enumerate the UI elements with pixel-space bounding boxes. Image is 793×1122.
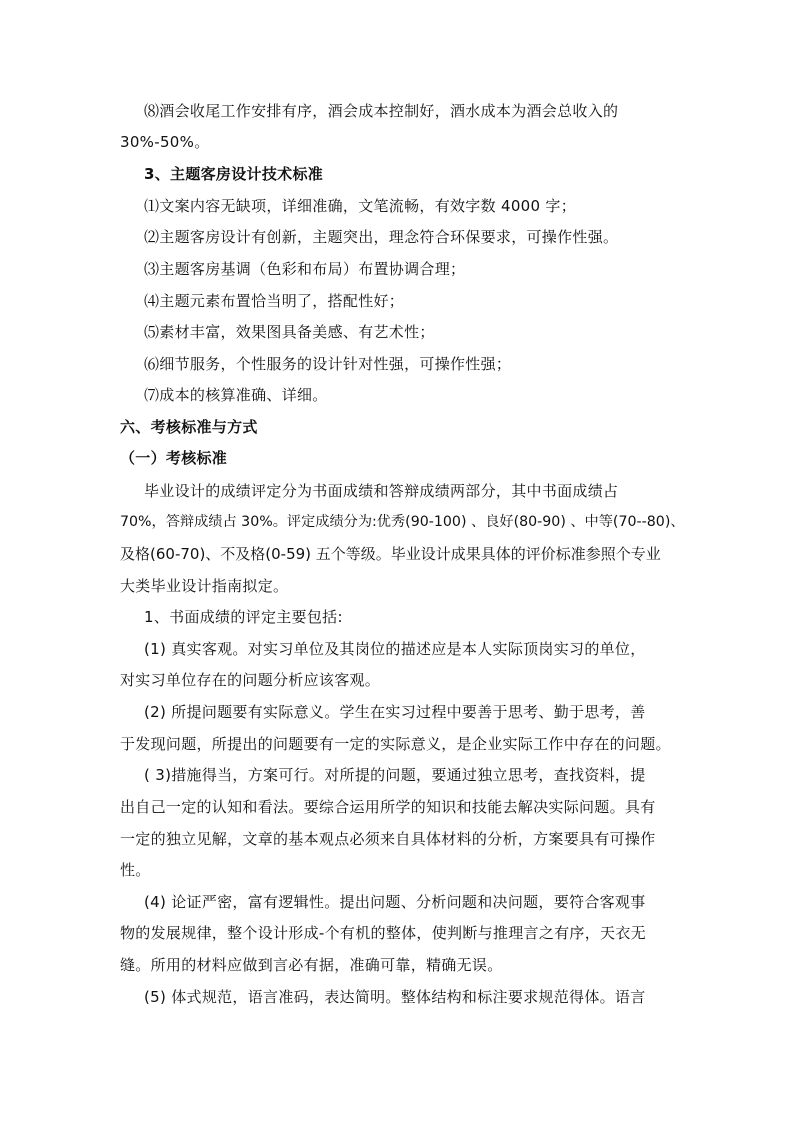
paragraph-line: ⑻酒会收尾工作安排有序，酒会成本控制好，酒水成本为酒会总收入的: [144, 102, 619, 120]
paragraph-line: 30%-50%。: [120, 133, 210, 151]
paragraph-line: 一定的独立见解，文章的基本观点必须来自具体材料的分析，方案要具有可操作: [120, 830, 656, 848]
paragraph-line: 缝。所用的材料应做到言必有据，准确可靠，精确无误。: [120, 956, 503, 974]
subsection-heading: （一）考核标准: [120, 449, 228, 467]
paragraph-line: 出自己一定的认知和看法。要综合运用所学的知识和技能去解决实际问题。具有: [120, 798, 656, 816]
section-heading: 3、主题客房设计技术标准: [144, 165, 324, 183]
paragraph-line: 对实习单位存在的问题分析应该客观。: [120, 671, 381, 689]
paragraph-line: 及格(60-70)、不及格(0-59) 五个等级。毕业设计成果具体的评价标准参照个专业: [120, 545, 661, 563]
paragraph-line: 1、书面成绩的评定主要包括:: [144, 608, 343, 626]
list-item: ⑴文案内容无缺项，详细准确，文笔流畅，有效字数 4000 字；: [144, 197, 577, 215]
paragraph-line: (5) 体式规范，语言准码，表达简明。整体结构和标注要求规范得体。语言: [144, 988, 646, 1006]
list-item: ⑸素材丰富，效果图具备美感、有艺术性；: [144, 323, 435, 341]
paragraph-line: 毕业设计的成绩评定分为书面成绩和答辩成绩两部分，其中书面成绩占: [144, 482, 619, 500]
paragraph-line: 大类毕业设计指南拟定。: [120, 577, 289, 595]
paragraph-line: 于发现问题，所提出的问题要有一定的实际意义，是企业实际工作中存在的问题。: [120, 735, 671, 753]
paragraph-line: (2) 所提问题要有实际意义。学生在实习过程中要善于思考、勤于思考，善: [144, 703, 646, 721]
paragraph-line: 70%，答辩成绩占 30%。评定成绩分为:优秀(90-100) 、良好(80-90) 、中等(70--80)、: [120, 514, 685, 530]
paragraph-line: 性。: [120, 861, 151, 879]
paragraph-line: (4) 论证严密，富有逻辑性。提出问题、分析问题和决问题，要符合客观事: [144, 893, 646, 911]
list-item: ⑵主题客房设计有创新，主题突出，理念符合环保要求，可操作性强。: [144, 228, 619, 246]
paragraph-line: ( 3)措施得当，方案可行。对所提的问题，要通过独立思考，查找资料，提: [144, 766, 646, 784]
paragraph-line: 物的发展规律，整个设计形成-个有机的整体，使判断与推理言之有序，天衣无: [120, 924, 646, 942]
chapter-heading: 六、考核标准与方式: [120, 418, 258, 436]
paragraph-line: (1) 真实客观。对实习单位及其岗位的描述应是本人实际顶岗实习的单位，: [144, 640, 646, 658]
list-item: ⑺成本的核算准确、详细。: [144, 386, 328, 404]
list-item: ⑶主题客房基调（色彩和布局）布置协调合理；: [144, 260, 466, 278]
list-item: ⑹细节服务，个性服务的设计针对性强，可操作性强；: [144, 355, 512, 373]
list-item: ⑷主题元素布置恰当明了，搭配性好；: [144, 292, 405, 310]
